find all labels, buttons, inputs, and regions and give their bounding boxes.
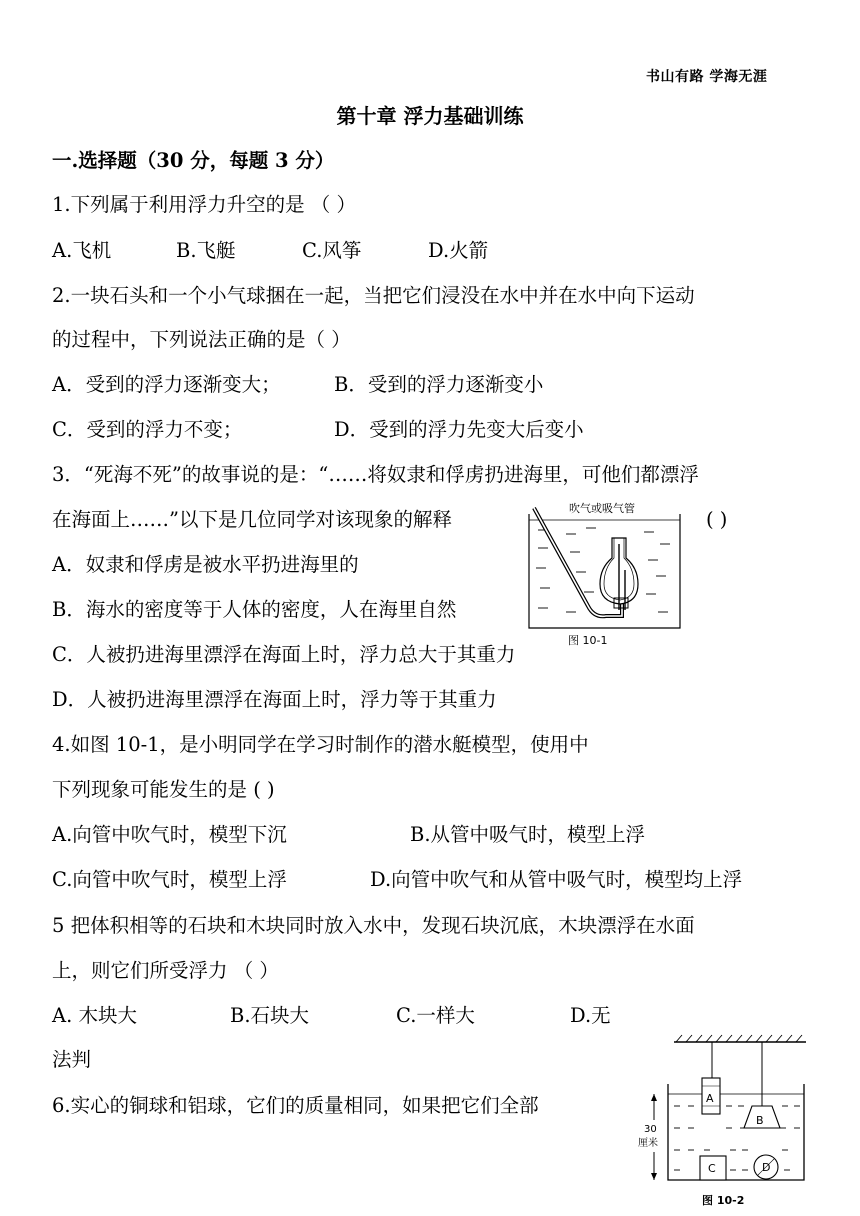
q5-option-a: A. 木块大: [52, 1004, 137, 1027]
q2-options-row2: [52, 417, 812, 443]
q3-option-c: C．人被扔进海里漂浮在海面上时，浮力总大于其重力: [52, 643, 516, 666]
q5-stem-line1: 5 把体积相等的石块和木块同时放入水中，发现石块沉底，木块漂浮在水面: [52, 914, 695, 937]
q3-stem-line1: 3．“死海不死”的故事说的是：“……将奴隶和俘虏扔进海里，可他们都漂浮: [52, 463, 699, 486]
q3-option-d: D．人被扔进海里漂浮在海面上时，浮力等于其重力: [52, 688, 497, 711]
q3-option-b: B．海水的密度等于人体的密度，人在海里自然: [52, 598, 457, 621]
q5-option-d: D.无: [570, 1004, 611, 1027]
q1-options: [52, 238, 812, 264]
q2-option-d: D．受到的浮力先变大后变小: [334, 418, 584, 441]
q5-option-d-wrap: 法判: [52, 1048, 92, 1071]
depth-number: 30: [644, 1124, 657, 1135]
q3-stem-line2: 在海面上……”以下是几位同学对该现象的解释: [52, 508, 452, 531]
q4-option-c: C.向管中吹气时，模型上浮: [52, 868, 287, 891]
q3-answer-bracket: ( ): [706, 508, 728, 531]
block-c-label: C: [708, 1162, 716, 1175]
q4-option-d: D.向管中吹气和从管中吸气时，模型均上浮: [370, 868, 743, 891]
figure-submarine-model: [526, 498, 686, 648]
figure1-caption: 图 10-1: [568, 634, 608, 647]
q4-option-b: B.从管中吸气时，模型上浮: [410, 823, 646, 846]
block-b-label: B: [756, 1114, 764, 1127]
tube-label: 吹气或吸气管: [569, 502, 635, 515]
q1-option-a: A.飞机: [52, 239, 112, 262]
q4-option-a: A.向管中吹气时，模型下沉: [52, 823, 287, 846]
q4-options-row1: [52, 822, 812, 848]
sphere-d-label: D: [762, 1161, 771, 1174]
section-heading: 一.选择题（30 分，每题 3 分）: [52, 149, 335, 172]
q4-stem-line1: 4.如图 10-1，是小明同学在学习时制作的潜水艇模型，使用中: [52, 733, 589, 756]
page-title: 第十章 浮力基础训练: [336, 104, 524, 128]
q5-option-c: C.一样大: [396, 1004, 475, 1027]
q5-stem-line2: 上，则它们所受浮力 （ ）: [52, 959, 279, 982]
header-motto: 书山有路 学海无涯: [646, 69, 768, 85]
figure-immersed-blocks: [630, 1032, 810, 1212]
q1-option-d: D.火箭: [428, 239, 489, 262]
q2-stem-line1: 2.一块石头和一个小气球捆在一起，当把它们浸没在水中并在水中向下运动: [52, 284, 695, 307]
figure2-caption: 图 10-2: [702, 1194, 745, 1207]
q1-option-c: C.风筝: [302, 239, 362, 262]
q2-option-c: C．受到的浮力不变；: [52, 418, 243, 441]
q1-option-b: B.飞艇: [176, 239, 236, 262]
q4-stem-line2: 下列现象可能发生的是 ( ): [52, 778, 275, 801]
block-a-label: A: [706, 1092, 714, 1105]
q2-option-a: A．受到的浮力逐渐变大；: [52, 373, 281, 396]
q3-option-a: A．奴隶和俘虏是被水平扔进海里的: [52, 553, 359, 576]
q5-options: [52, 1003, 652, 1029]
q1-stem: 1.下列属于利用浮力升空的是 （ ）: [52, 193, 357, 216]
q4-options-row2: [52, 867, 812, 893]
q6-stem-line1: 6.实心的铜球和铝球，它们的质量相同，如果把它们全部: [52, 1094, 539, 1117]
q2-option-b: B．受到的浮力逐渐变小: [334, 373, 544, 396]
q2-options-row1: [52, 372, 812, 398]
depth-unit: 厘米: [638, 1138, 658, 1149]
q2-stem-line2: 的过程中，下列说法正确的是（ ）: [52, 328, 351, 351]
q5-option-b: B.石块大: [230, 1004, 310, 1027]
